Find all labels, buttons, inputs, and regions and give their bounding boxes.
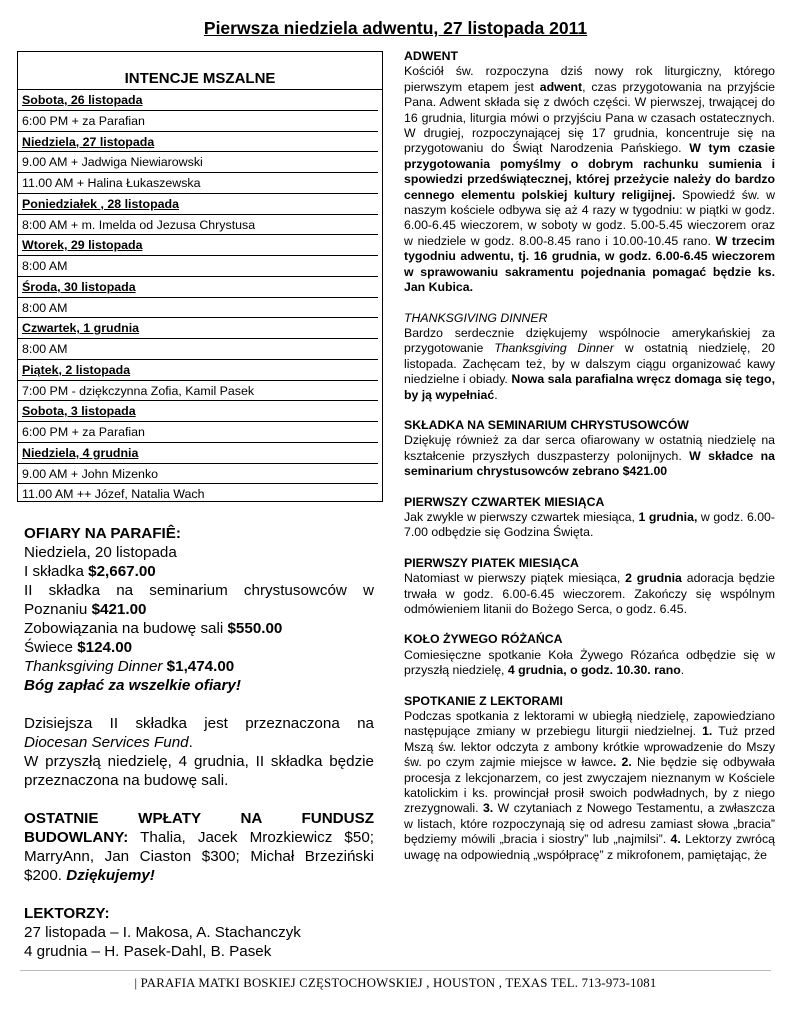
offering-seminary: II składka na seminarium chrystusowców w Poznaniu $421.00	[24, 582, 374, 618]
building-fund: OSTATNIE WPŁATY NA FUNDUSZ BUDOWLANY: Thalia, Jacek Mrozkiewicz $50; MarryAnn, Jan Ciaston $300; Michał Brzeziński $200. Dziękujemy!	[24, 810, 374, 884]
thanksgiving-section	[404, 311, 775, 403]
intention-mass-row: 8:00 AM	[18, 298, 378, 319]
intention-mass-row: 8:00 AM	[18, 256, 378, 277]
intention-mass-row: 7:00 PM - dziękczynna Zofia, Kamil Pasek	[18, 381, 378, 402]
lector-meeting-text: Podczas spotkania z lektorami w ubiegłą niedzielę, zapowiedziano następujące zmiany w przebiegu liturgii niedzielnej. 1. Tuż przed Mszą św. lektor odczyta z ambony krótkie wprowadzenie do Mszy św. po czym zajmie miejsce w ławce. 2. Nie będzie się odbywała procesja z lekcjonarzem, co jest zwyczajem nieznanym w Kościele katolickim i ks. prowincjał prosił swoich podwładnych, by z niego zrezygnowali. 3. W czytaniach z Nowego Testamentu, a zwłaszcza w listach, które rozpoczynają się od adresu zamiast słowa „bracia” będziemy mówili „bracia i siostry” lub „najmilsi”. 4. Lektorzy zwrócą uwagę na odpowiednią „współpracę” z mikrofonem, pamiętając, że	[404, 709, 776, 862]
first-thursday-heading: PIERWSZY CZWARTEK MIESIĄCA	[404, 494, 605, 509]
advent-section	[404, 49, 775, 296]
rosary-heading: KOŁO ŻYWEGO RÓŻAŃCA	[404, 632, 563, 647]
footer-divider	[20, 970, 771, 971]
offering-pledges: Zobowiązania na budowę sali $550.00	[24, 620, 283, 637]
intention-day-row: Sobota, 26 listopada	[18, 90, 378, 111]
second-collection-today: Dzisiejsza II składka jest przeznaczona na Diocesan Services Fund.	[24, 715, 374, 751]
offering-first: I składka $2,667.00	[24, 563, 156, 580]
intention-day-row: Czwartek, 1 grudnia	[18, 318, 378, 339]
right-column	[404, 49, 775, 863]
thanksgiving-text: Bardzo serdecznie dziękujemy wspólnocie amerykańskiej za przygotowanie Thanksgiving Dinner w ostatnią niedzielę, 20 listopada. Zachęcam też, by w dalszym ciągu organizować kawy niedzielne i obiady. Nowa sala parafialna wręcz domaga się tego, by ją wypełniać.	[404, 325, 775, 402]
offerings-date: Niedziela, 20 listopada	[24, 544, 177, 561]
mass-intentions-header: INTENCJE MSZALNE	[124, 70, 276, 87]
intention-day-row: Sobota, 3 listopada	[18, 401, 378, 422]
intention-mass-row: 11.00 AM + Halina Łukaszewska	[18, 173, 378, 194]
page-footer: | PARAFIA MATKI BOSKIEJ CZĘSTOCHOWSKIEJ , HOUSTON , TEXAS TEL. 713-973-1081	[134, 976, 657, 990]
offering-thanksgiving: Thanksgiving Dinner $1,474.00	[24, 658, 235, 675]
seminary-section	[404, 418, 775, 480]
advent-heading: ADWENT	[404, 49, 458, 63]
lectors-line: 4 grudnia – H. Pasek-Dahl, B. Pasek	[24, 943, 272, 960]
intention-day-row: Poniedziałek , 28 listopada	[18, 194, 378, 215]
intention-mass-row: 9.00 AM + Jadwiga Niewiarowski	[18, 152, 378, 173]
advent-text: Kościół św. rozpoczyna dziś nowy rok liturgiczny, którego pierwszym etapem jest adwent, czas przygotowania na przyjście Pana. Adwent składa się z dwóch części. W pierwszej, trwającej do 16 grudnia, liturgia mówi o przyjściu Pana w czasach ostatecznych. W drugiej, rozpoczynającej się 17 grudnia, koncentruje się na przygotowaniu do Świąt Narodzenia Pańskiego. W tym czasie przygotowania pomyślmy o dobrym rachunku sumienia i spowiedzi przedświątecznej, której przeżycie należy do bardzo cennego elementu polskiej kultury religijnej. Spowiedź św. w naszym kościele odbywa się aż 4 razy w tygodniu: w piątki w godz. 6.00-6.45 wieczorem, w soboty w godz. 5.00-5.45 wieczorem oraz w niedziele w godz. 8.00-8.45 rano i 10.00-10.45 rano. W trzecim tygodniu adwentu, tj. 16 grudnia, w godz. 6.00-6.45 wieczorem w sprawowaniu sakramentu pojednania pomagać będzie ks. Jan Kubica.	[404, 64, 775, 295]
rosary-text: Comiesięczne spotkanie Koła Żywego Rózańca odbędzie się w przyszłą niedzielę, 4 grudnia, o godz. 10.30. rano.	[404, 647, 775, 678]
lector-meeting-heading: SPOTKANIE Z LEKTORAMI	[404, 693, 563, 708]
lector-meeting-section	[404, 694, 775, 863]
first-friday-heading: PIERWSZY PIATEK MIESIĄCA	[404, 555, 579, 570]
intention-mass-row: 8:00 AM + m. Imelda od Jezusa Chrystusa	[18, 215, 378, 236]
lectors-heading: LEKTORZY:	[24, 905, 110, 922]
intention-mass-row: 6:00 PM + za Parafian	[18, 422, 378, 443]
intention-day-row: Środa, 30 listopada	[18, 277, 378, 298]
intention-day-row: Piątek, 2 listopada	[18, 360, 378, 381]
rosary-section	[404, 632, 775, 678]
first-friday-text: Natomiast w pierwszy piątek miesiąca, 2 grudnia adoracja będzie trwała w godz. 6.00-6.45 wieczorem. Zakończy się wspólnym odmówieniem litanii do Bożego Serca, o godz. 6.45.	[404, 571, 775, 616]
intention-mass-row: 6:00 PM + za Parafian	[18, 111, 378, 132]
thanksgiving-heading: THANKSGIVING DINNER	[404, 310, 548, 325]
first-thursday-text: Jak zwykle w pierwszy czwartek miesiąca, 1 grudnia, w godz. 6.00-7.00 odbędzie się Godzina Święta.	[404, 509, 775, 540]
first-thursday-section	[404, 495, 775, 541]
offerings-thanks: Bóg zapłać za wszelkie ofiary!	[24, 677, 241, 694]
intention-day-row: Niedziela, 27 listopada	[18, 132, 378, 153]
intention-mass-row: 9.00 AM + John Mizenko	[18, 464, 378, 485]
lectors-line: 27 listopada – I. Makosa, A. Stachanczyk	[24, 924, 301, 941]
mass-intentions-table	[18, 89, 382, 505]
seminary-heading: SKŁADKA NA SEMINARIUM CHRYSTUSOWCÓW	[404, 417, 689, 432]
intention-mass-row: 11.00 AM ++ Józef, Natalia Wach	[22, 487, 205, 502]
seminary-text: Dziękuję również za dar serca ofiarowany w ostatnią niedzielę na kształcenie przyszłych duszpasterzy polonijnych. W składce na seminarium chrystusowców zebrano $421.00	[404, 433, 775, 479]
page-title: Pierwsza niedziela adwentu, 27 listopada 2011	[203, 18, 588, 38]
second-collection-next: W przyszłą niedzielę, 4 grudnia, II składka będzie przeznaczona na budowę sali.	[24, 753, 374, 789]
intention-mass-row: 8:00 AM	[18, 339, 378, 360]
intention-day-row: Wtorek, 29 listopada	[18, 235, 378, 256]
offering-candles: Świece $124.00	[24, 639, 133, 656]
intention-day-row: Niedziela, 4 grudnia	[18, 443, 378, 464]
mass-intentions-box	[17, 51, 383, 502]
offerings-heading: OFIARY NA PARAFIÊ:	[24, 525, 181, 542]
first-friday-section	[404, 556, 775, 618]
left-column	[24, 524, 374, 961]
